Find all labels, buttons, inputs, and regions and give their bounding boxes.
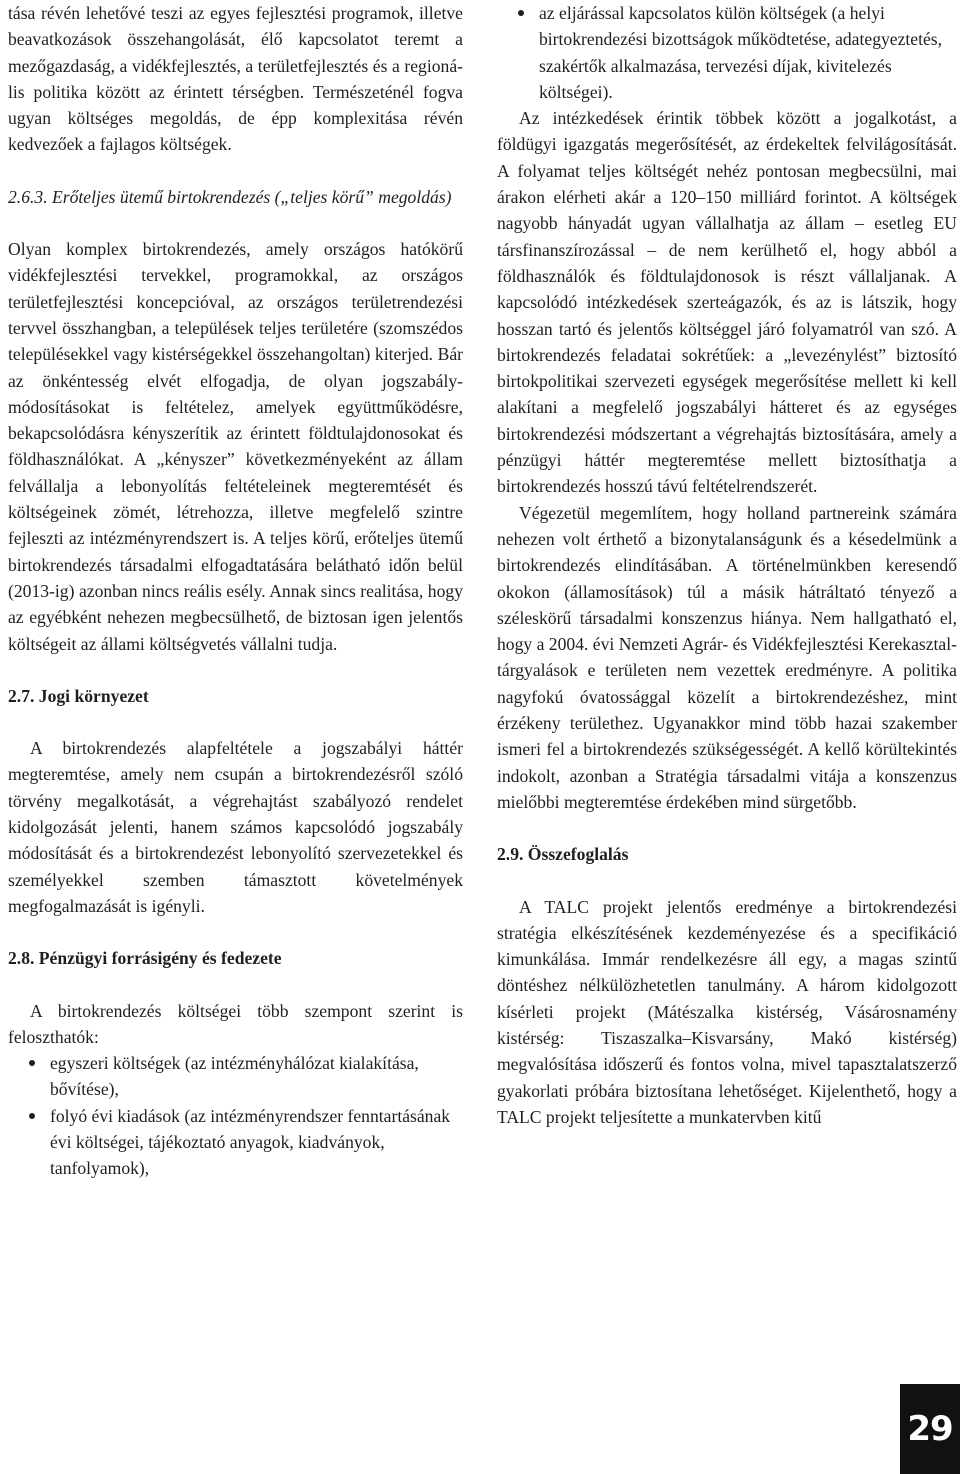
right-column	[497, 0, 957, 1130]
section-heading-2-8: 2.8. Pénzügyi forrásigény és fedezete	[8, 948, 282, 969]
paragraph-measures: Az intézkedések érintik többek között a jogalkotást, a földügyi igazgatás megerősítését, az érdekeltek felvilágosítását. A folyamat teljes költségét nehéz pontosan megbecsülni, mai árakon elérheti akár a 120–150 milliárd forintot. A költségek nagyobb hányadát ugyan vállalhatja az állam – esetleg EU társfinanszírozással – de nem kerülhető el, hogy abból a földhasználók és földtulajdonosok is részt vállaljanak. A kapcsolódó intézkedések szerteágazók, és az is látszik, hogy hosszan tartó és jelentős költséggel járó folyamatról van szó. A birtokrendezés feladatai sokrétűek: a „levezénylést” biztosító birtokpolitikai szervezeti egységek megerősítése mellett ki kell alakítani a megfelelő jogszabályi hátteret és az egységes birtokrendezési módszertant a végrehajtás biztosítására, amely a pénzügyi háttér megteremtése mellett biztosíthatja a birtokrendezés hosszú távú feltételrendszerét.	[497, 108, 957, 497]
cost-list	[8, 1050, 463, 1181]
left-column	[8, 0, 463, 1182]
section-heading-2-7: 2.7. Jogi környezet	[8, 685, 149, 706]
section-heading-2-9: 2.9. Összefoglalás	[497, 844, 629, 865]
page-number: 29	[900, 1384, 960, 1474]
subsection-heading-2-6-3: 2.6.3. Erőteljes ütemű birtokrendezés („teljes körű” megoldás)	[8, 186, 452, 207]
paragraph-financial-needs: A birtokrendezés költségei több szempont szerint is feloszthatók:	[8, 1000, 463, 1047]
paragraph-legal-environment: A birtokrendezés alapfeltétele a jogszabályi háttér megteremtése, amely nem csupán a birtokrendezésről szóló törvény megalkotását, a végrehajtást szabályozó rendelet kidolgozását jelenti, hanem számos kapcsolódó jogszabály módosítását és a birtokrendezést lebonyolító szervezetekkel és személyekkel szemben támasztott követelmények megfogalmazását is igényli.	[8, 738, 463, 916]
list-item: egyszeri költségek (az intézményhálózat kialakítása, bővítése),	[8, 1050, 463, 1103]
intro-paragraph: tása révén lehetővé teszi az egyes fejlesztési programok, illetve beavatkozások összehangolását, élő kapcsolatot teremt a mezőgazdaság, a vidékfejlesztés, a területfejlesztés és a regionális politika között az érintett térségben. Természeténél fogva ugyan költséges megoldás, de épp komplexitása révén kedvezőek a fajlagos költségek.	[8, 3, 463, 155]
paragraph-strong-consolidation: Olyan komplex birtokrendezés, amely országos hatókörű vidékfejlesztési tervekkel, programokkal, az országos területfejlesztési koncepcióval, az országos területrendezési tervvel összhangban, a települések teljes területére (szomszédos településekkel vagy kistérségekkel összehangoltan) kiterjed. Bár az önkéntesség elvét elfogadja, de olyan jogszabály-módosításokat is feltételez, amelyek együttműködésre, bekapcsolódásra kényszerítik az érintett földtulajdonosokat és földhasználókat. A „kényszer” következményeként az állam felvállalja a lebonyolítás feltételeinek megteremtését és költségeinek zömét, létrehozza, illetve megfelelő szintre fejleszti az intézményrendszert is. A teljes körű, erőteljes ütemű birtokrendezés társadalmi elfogadtatására belátható időn belül (2013-ig) azonban nincs reális esély. Annak sincs realitása, hogy az egyébként nehezen megbecsülhető, de biztosan igen jelentős költségeit az állami költségvetés vállalni tudja.	[8, 239, 463, 654]
cost-list-continued	[497, 0, 957, 105]
list-item: folyó évi kiadások (az intézményrendszer fenntartásának évi költségei, tájékoztató anyagok, kiadványok, tanfolyamok),	[8, 1103, 463, 1182]
list-item: az eljárással kapcsolatos külön költségek (a helyi birtokrendezési bizottságok működtetése, adategyeztetés, szakértők alkalmazása, tervezési díjak, kivitelezés költségei).	[497, 0, 957, 105]
paragraph-summary: A TALC projekt jelentős eredménye a birtokrendezési stratégia elkészítésének kezdeményezése és a specifikáció kimunkálása. Immár rendelkezésre áll egy, a magas szintű döntéshez nélkülözhetetlen tanulmány. A három kidolgozott kísérleti projekt (Mátészalka kistérség, Vásárosnamény kistérség: Tiszaszalka–Kisvarsány, Makó kistérség) megvalósítása időszerű és fontos volna, mivel tapasztalatszerző gyakorlati próbára biztosítana lehetőséget. Kijelenthető, hogy a TALC projekt teljesítette a munkatervben kitű	[497, 896, 957, 1127]
paragraph-conclusion-remarks: Végezetül megemlítem, hogy holland partnereink számára nehezen volt érthető a bizonytalanságunk és a késedelmünk a birtokrendezés elindításában. A történelmünkben keresendő okokon (államosítások) túl a másik hátráltató tényező a széleskörű társadalmi konszenzus hiánya. Nem hallgatható el, hogy a 2004. évi Nemzeti Agrár- és Vidékfejlesztési Kerekasztal-tárgyalások e területen nem vezettek eredményre. A politika nagyfokú óvatossággal közelít a birtokrendezéshez, mint érzékeny területhez. Ugyanakkor mind több hazai szakember ismeri fel a birtokrendezés szükségességét. A kellő körültekintés indokolt, azonban a Stratégia társadalmi vitája a konszenzus mielőbbi megteremtése érdekében mind sürgetőbb.	[497, 502, 957, 812]
